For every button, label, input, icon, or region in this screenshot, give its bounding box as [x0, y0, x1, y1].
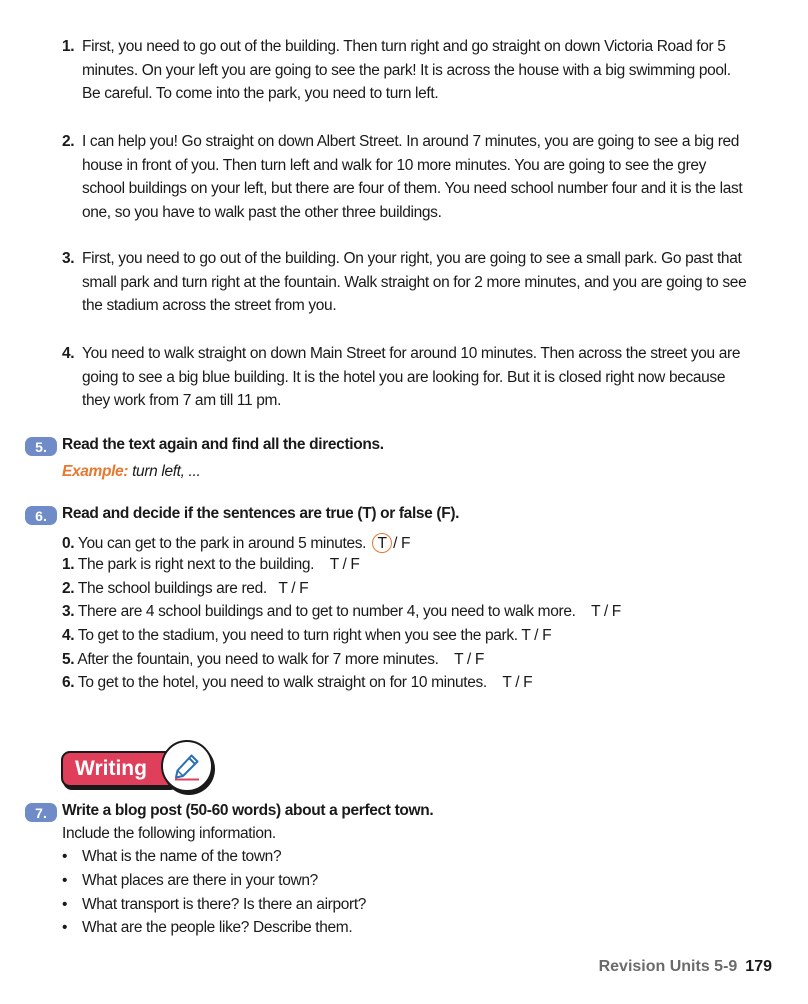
false-option: / F	[393, 535, 411, 552]
bullet-icon: •	[62, 919, 68, 936]
example-label: Example:	[62, 463, 129, 480]
true-false-options[interactable]: T / F	[329, 556, 360, 573]
bullet-icon: •	[62, 848, 68, 865]
exercise-number-badge: 5.	[25, 437, 57, 456]
true-false-options[interactable]: T / F	[591, 603, 621, 620]
exercise-number-badge: 7.	[25, 803, 57, 822]
statement-item	[62, 674, 532, 692]
bullet-text: What places are there in your town?	[82, 872, 318, 889]
paragraph-number: 4.	[62, 345, 75, 362]
page-number: 179	[745, 958, 772, 975]
bullet-icon: •	[62, 896, 68, 913]
statement-text: The school buildings are red.	[77, 580, 267, 597]
statement-item	[62, 580, 308, 598]
list-item	[62, 872, 318, 890]
paragraph-number: 3.	[62, 250, 75, 267]
exercise-5-instruction: Read the text again and find all the directions.	[62, 436, 384, 453]
pencil-icon-svg	[172, 751, 202, 781]
statement-number: 6.	[62, 674, 75, 691]
writing-section-banner: Writing	[61, 751, 177, 787]
bullet-text: What is the name of the town?	[82, 848, 282, 865]
reading-paragraph-1	[62, 35, 752, 106]
bullet-text: What transport is there? Is there an airport?	[82, 896, 367, 913]
paragraph-text: First, you need to go out of the building. Then turn right and go straight on down Victoria Road for 5 minutes. On your left you are going to see the park! It is across the house with a big swimming pool. Be careful. To come into the park, you need to turn left.	[82, 38, 731, 102]
list-item	[62, 896, 366, 914]
reading-paragraph-2	[62, 130, 752, 224]
statement-number: 3.	[62, 603, 75, 620]
statement-number: 2.	[62, 580, 75, 597]
statement-text: The park is right next to the building.	[77, 556, 315, 573]
statement-item	[62, 556, 360, 574]
pencil-icon	[161, 740, 213, 792]
paragraph-text: First, you need to go out of the building. On your right, you are going to see a small park. Go past that small park and turn right at the fountain. Walk straight on for 2 more minutes, and you are going to see the stadium across the street from you.	[82, 250, 747, 314]
paragraph-text: You need to walk straight on down Main Street for around 10 minutes. Then across the street you are going to see a big blue building. It is the hotel you are looking for. But it is closed right now because they work from 7 am till 11 pm.	[82, 345, 741, 409]
statement-text: After the fountain, you need to walk for 7 more minutes.	[77, 651, 439, 668]
reading-paragraph-4	[62, 342, 752, 413]
statement-text: You can get to the park in around 5 minutes.	[77, 535, 367, 552]
bullet-text: What are the people like? Describe them.	[82, 919, 353, 936]
exercise-5-example	[62, 463, 200, 481]
exercise-7-instruction: Write a blog post (50-60 words) about a perfect town.	[62, 802, 434, 819]
exercise-7-subtitle: Include the following information.	[62, 825, 276, 842]
exercise-6-instruction: Read and decide if the sentences are true (T) or false (F).	[62, 505, 460, 522]
statement-text: There are 4 school buildings and to get to number 4, you need to walk more.	[77, 603, 576, 620]
true-false-options[interactable]: T / F	[278, 580, 309, 597]
paragraph-text: I can help you! Go straight on down Albert Street. In around 7 minutes, you are going to see a big red house in front of you. Then turn left and walk for 10 more minutes. You are going to see the grey school buildings on your left, but there are four of them. You need school number four and it is the last one, so you have to walk past the other three buildings.	[82, 133, 743, 221]
list-item	[62, 919, 352, 937]
paragraph-number: 2.	[62, 133, 75, 150]
example-text: turn left, ...	[132, 463, 201, 480]
exercise-number-badge: 6.	[25, 506, 57, 525]
list-item	[62, 848, 281, 866]
true-false-options[interactable]: T / F	[502, 674, 533, 691]
statement-item	[62, 627, 551, 645]
statement-number: 5.	[62, 651, 75, 668]
true-false-options[interactable]: T / F	[454, 651, 484, 668]
statement-item	[62, 651, 484, 669]
statement-number: 1.	[62, 556, 75, 573]
bullet-icon: •	[62, 872, 68, 889]
footer-section-label: Revision Units 5-9	[598, 958, 738, 975]
statement-example	[62, 533, 410, 553]
statement-text: To get to the stadium, you need to turn right when you see the park.	[77, 627, 518, 644]
true-false-options[interactable]: T / F	[521, 627, 552, 644]
page-footer	[599, 958, 772, 976]
paragraph-number: 1.	[62, 38, 75, 55]
statement-text: To get to the hotel, you need to walk straight on for 10 minutes.	[77, 674, 487, 691]
statement-number: 0.	[62, 535, 75, 552]
statement-number: 4.	[62, 627, 75, 644]
circled-answer: T	[372, 533, 392, 553]
reading-paragraph-3	[62, 247, 752, 318]
statement-item	[62, 603, 621, 621]
